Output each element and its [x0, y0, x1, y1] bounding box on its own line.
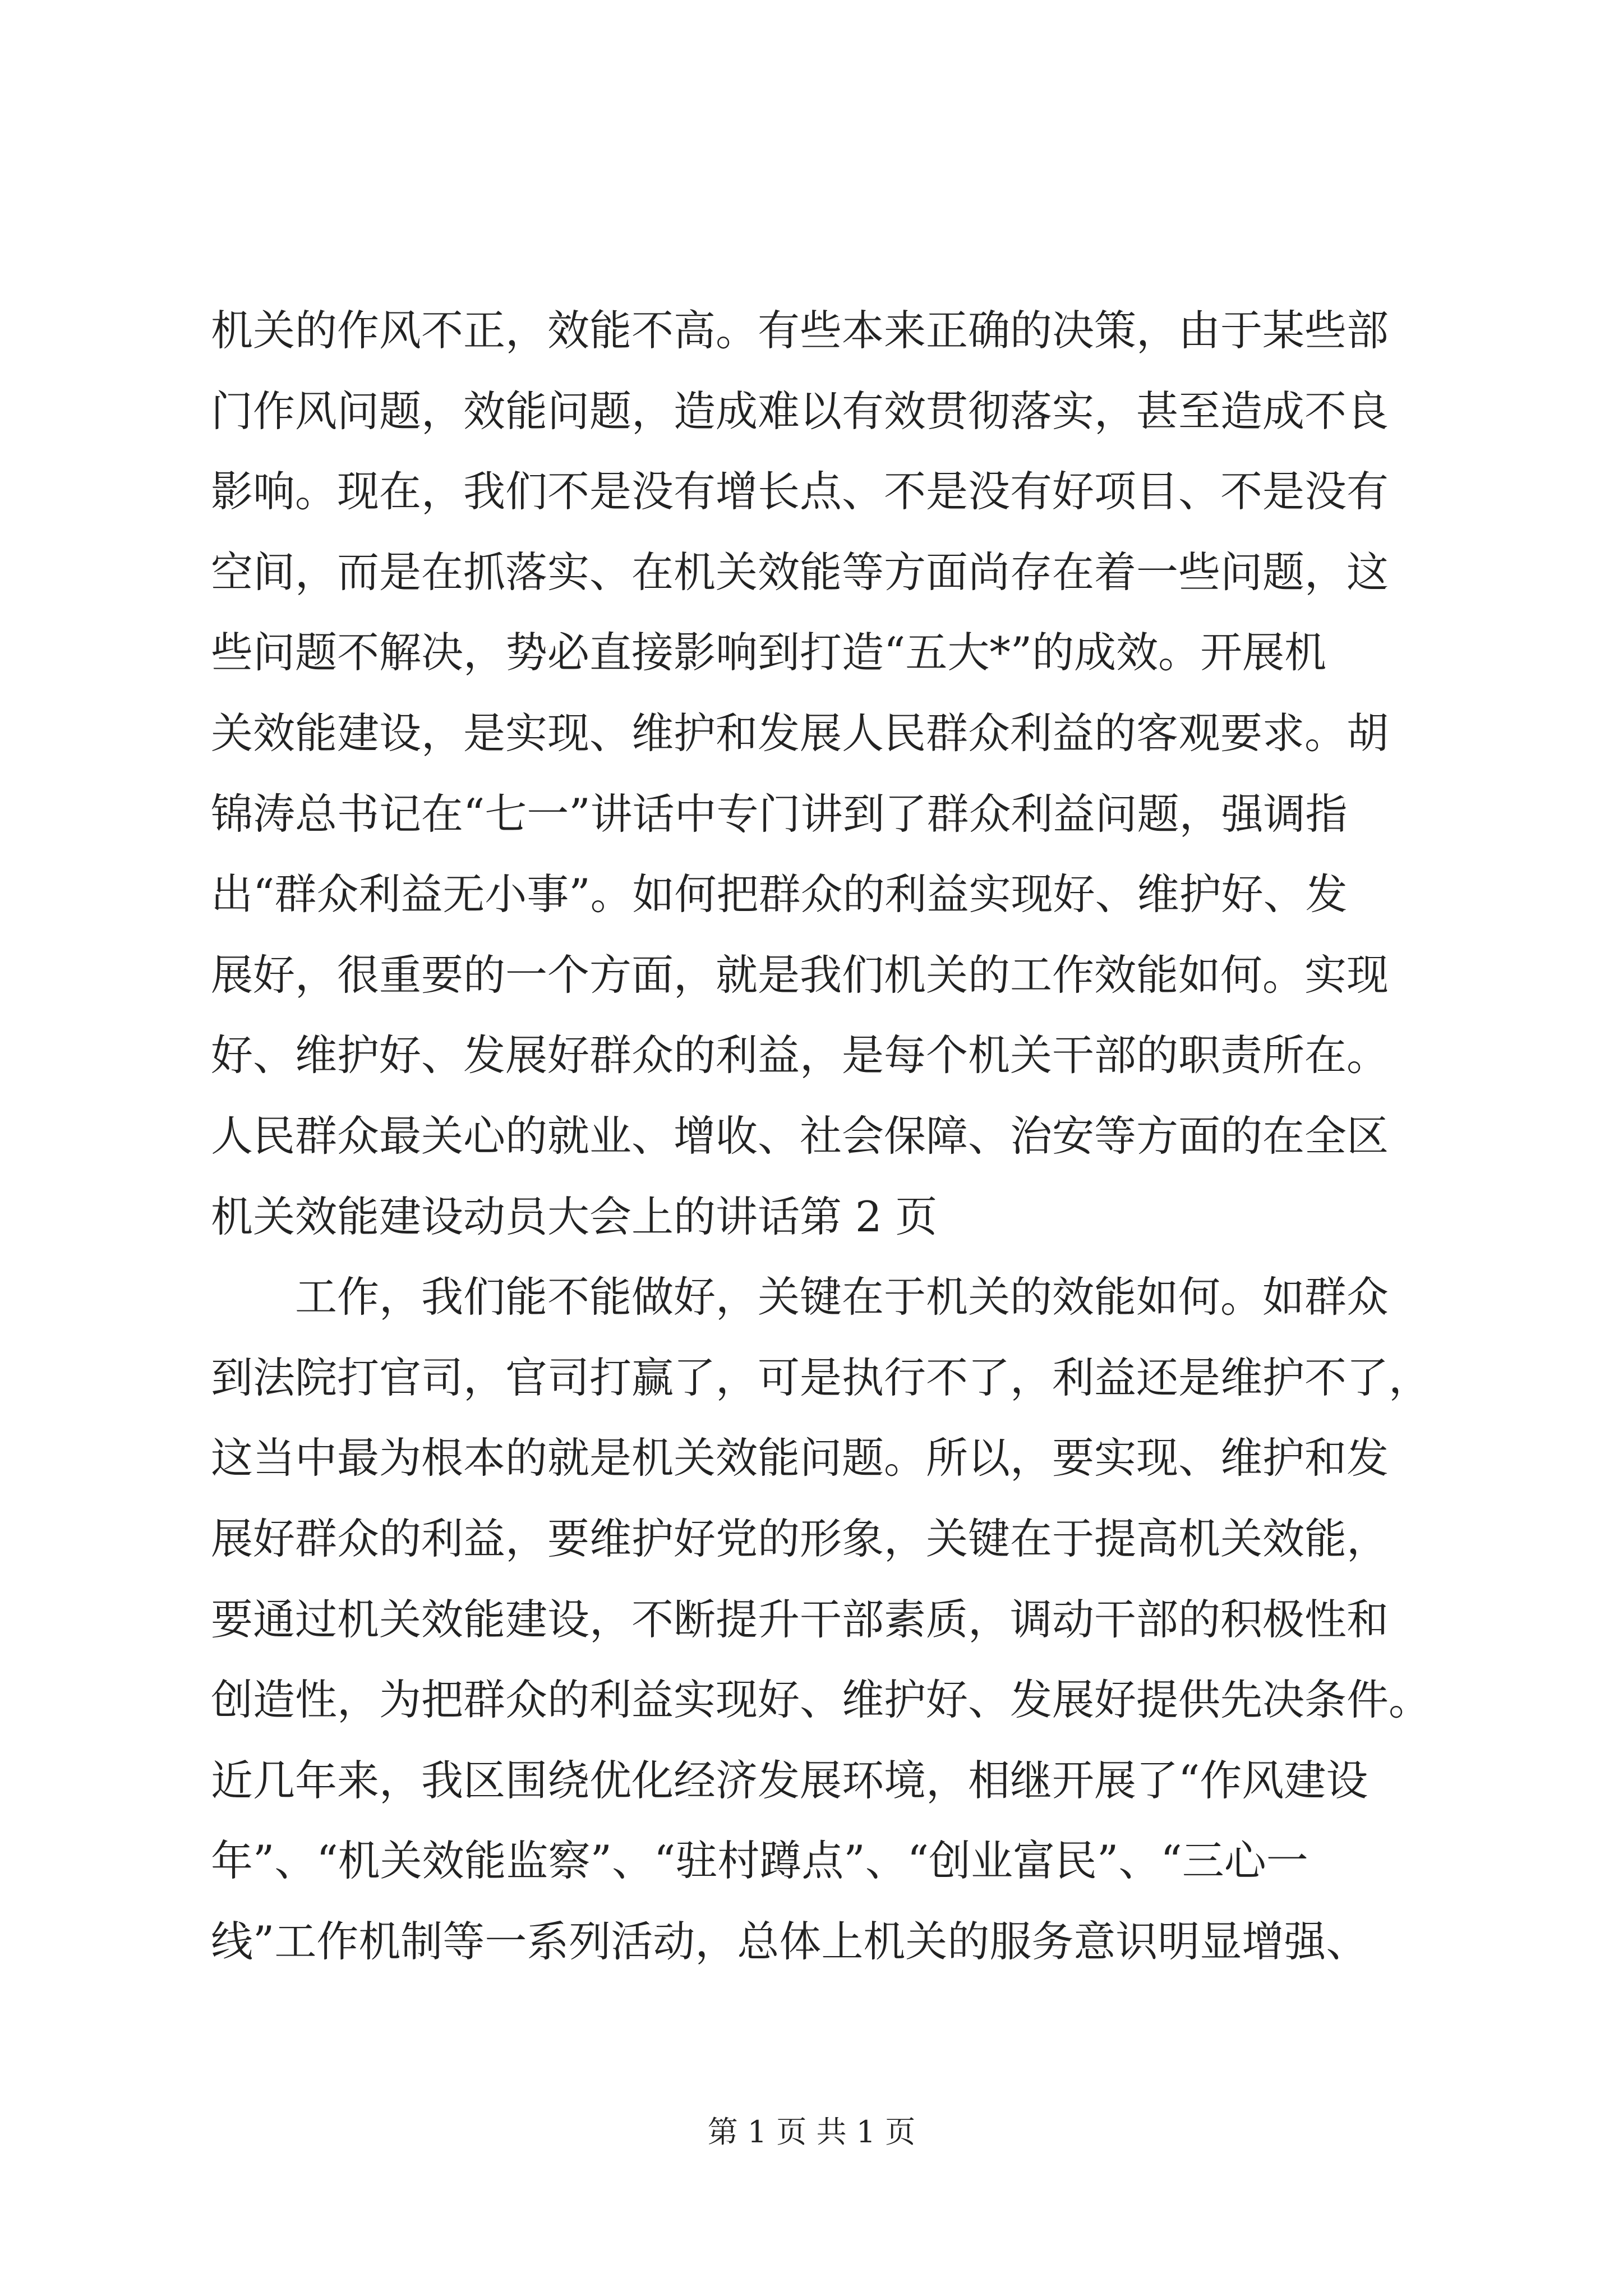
document-line: 近几年来，我区围绕优化经济发展环境，相继开展了“作风建设	[211, 1755, 1368, 1805]
page-footer: 第 1 页 共 1 页	[707, 2114, 916, 2150]
document-line: 创造性，为把群众的利益实现好、维护好、发展好提供先决条件。	[211, 1675, 1431, 1725]
document-line: 工作，我们能不能做好，关键在于机关的效能如何。如群众	[211, 1272, 1389, 1322]
document-line: 空间，而是在抓落实、在机关效能等方面尚存在着一些问题，这	[211, 547, 1389, 597]
document-line: 出“群众利益无小事”。如何把群众的利益实现好、维护好、发	[211, 869, 1348, 919]
document-line: 机关的作风不正，效能不高。有些本来正确的决策，由于某些部	[211, 306, 1389, 355]
document-line: 年”、“机关效能监察”、“驻村蹲点”、“创业富民”、“三心一	[211, 1836, 1308, 1886]
document-line: 人民群众最关心的就业、增收、社会保障、治安等方面的在全区	[211, 1111, 1389, 1161]
document-line: 线”工作机制等一系列活动，总体上机关的服务意识明显增强、	[211, 1916, 1368, 1966]
document-line: 展好群众的利益，要维护好党的形象，关键在于提高机关效能，	[211, 1513, 1389, 1563]
document-line: 些问题不解决，势必直接影响到打造“五大*”的成效。开展机	[211, 628, 1327, 678]
document-line: 这当中最为根本的就是机关效能问题。所以，要实现、维护和发	[211, 1433, 1389, 1483]
document-line: 影响。现在，我们不是没有增长点、不是没有好项目、不是没有	[211, 467, 1389, 517]
document-body	[211, 291, 1431, 1982]
document-line: 门作风问题，效能问题，造成难以有效贯彻落实，甚至造成不良	[211, 386, 1389, 436]
document-line: 机关效能建设动员大会上的讲话第 2 页	[211, 1191, 938, 1241]
document-line: 要通过机关效能建设，不断提升干部素质，调动干部的积极性和	[211, 1594, 1389, 1644]
document-line: 锦涛总书记在“七一”讲话中专门讲到了群众利益问题，强调指	[211, 789, 1348, 839]
document-line: 关效能建设，是实现、维护和发展人民群众利益的客观要求。胡	[211, 708, 1389, 758]
document-line: 到法院打官司，官司打赢了，可是执行不了，利益还是维护不了，	[211, 1352, 1431, 1402]
document-line: 展好，很重要的一个方面，就是我们机关的工作效能如何。实现	[211, 950, 1389, 1000]
document-line: 好、维护好、发展好群众的利益，是每个机关干部的职责所在。	[211, 1030, 1389, 1080]
